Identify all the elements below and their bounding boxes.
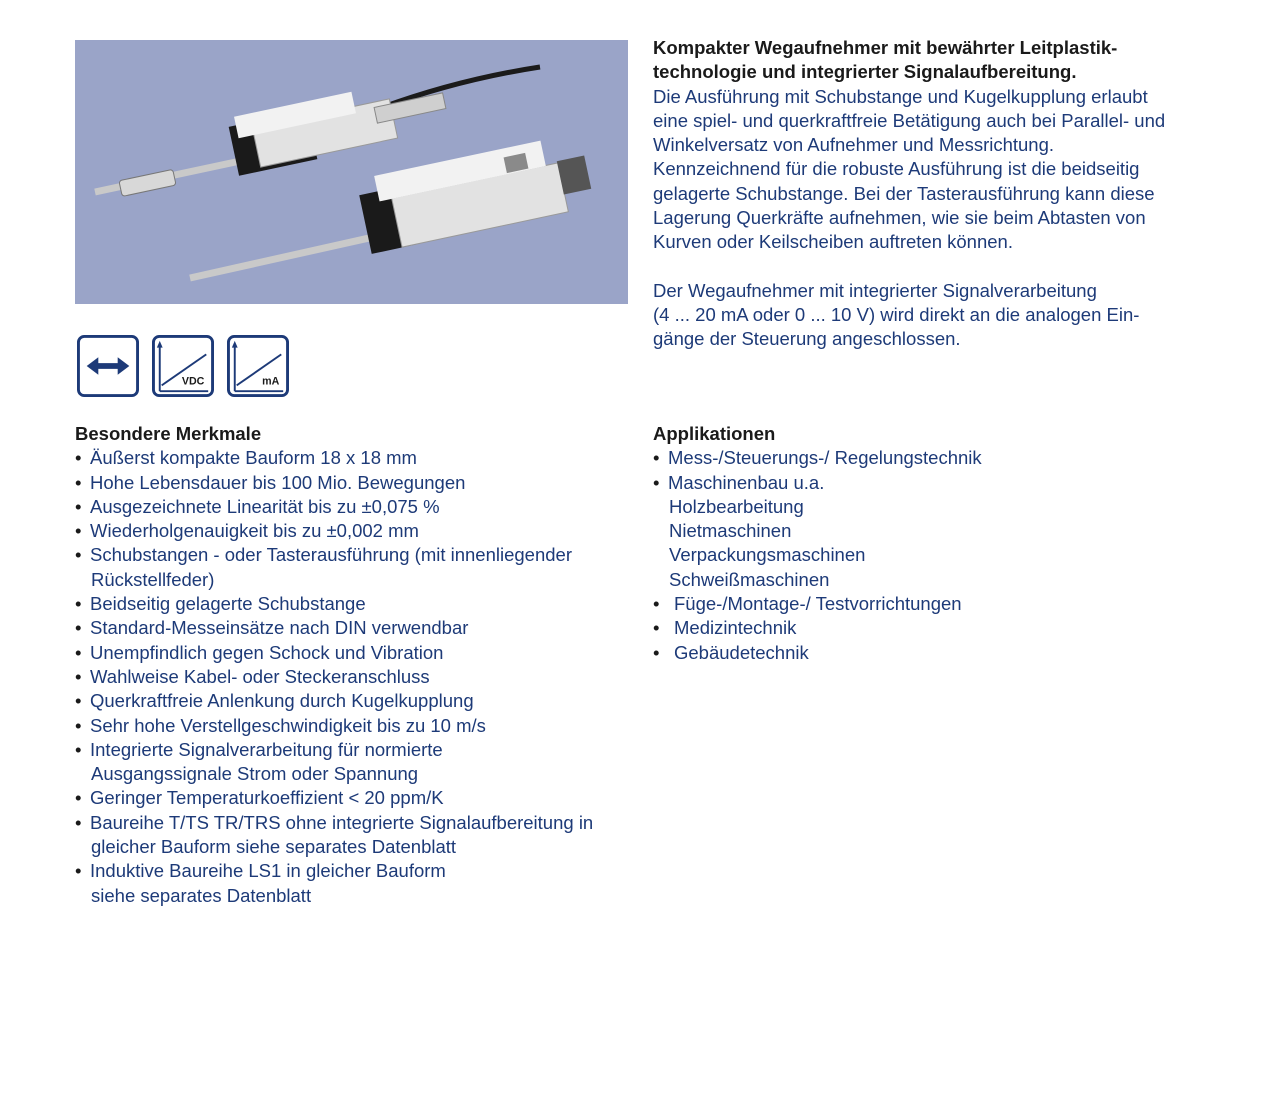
feature-item [75, 446, 635, 470]
bullet-icon: • [75, 593, 82, 615]
features-list [75, 446, 635, 908]
features-title: Besondere Merkmale [75, 423, 262, 444]
bullet-icon: • [75, 641, 82, 663]
voltage-output-icon [152, 335, 214, 397]
application-text: Maschinenbau u.a. [668, 471, 825, 493]
bullet-icon: • [653, 617, 660, 639]
bullet-icon: • [75, 811, 82, 833]
feature-item [75, 738, 635, 787]
applications-list [653, 446, 1213, 665]
vdc-label: VDC [181, 375, 205, 388]
current-output-icon [227, 335, 289, 397]
bullet-icon: • [75, 617, 82, 639]
feature-item [75, 519, 635, 543]
text-line: eine spiel- und querkraftfreie Betätigung auch bei Parallel- und [653, 109, 1166, 131]
application-subtext: Holzbearbeitung [669, 495, 804, 517]
feature-text: Querkraftfreie Anlenkung durch Kugelkupplung [90, 690, 474, 712]
bullet-icon: • [75, 690, 82, 712]
feature-text: Baureihe T/TS TR/TRS ohne integrierte Signalaufbereitung in [90, 811, 594, 833]
feature-text: Induktive Baureihe LS1 in gleicher Bauform [90, 860, 446, 882]
feature-text: Schubstangen - oder Tasterausführung (mit innenliegender [90, 544, 572, 566]
feature-text: siehe separates Datenblatt [91, 884, 312, 906]
bullet-icon: • [75, 787, 82, 809]
bullet-icon: • [75, 665, 82, 687]
feature-item [75, 665, 635, 689]
feature-item [75, 714, 635, 738]
feature-text: Wiederholgenauigkeit bis zu ±0,002 mm [90, 520, 419, 542]
feature-item [75, 592, 635, 616]
feature-text: Standard-Messeinsätze nach DIN verwendbar [90, 617, 469, 639]
bullet-icon: • [75, 520, 82, 542]
feature-text: Hohe Lebensdauer bis 100 Mio. Bewegungen [90, 471, 466, 493]
feature-item [75, 616, 635, 640]
feature-text: Integrierte Signalverarbeitung für normierte [90, 738, 443, 760]
text-line: Kurven oder Keilscheiben auftreten können. [653, 231, 1013, 253]
intro-heading-line: technologie und integrierter Signalaufbereitung. [653, 61, 1077, 83]
bullet-icon: • [653, 593, 660, 615]
text-line: gänge der Steuerung angeschlossen. [653, 328, 961, 350]
feature-item [75, 471, 635, 495]
intro-paragraph [653, 85, 1213, 255]
feature-text: Unempfindlich gegen Schock und Vibration [90, 641, 444, 663]
feature-item [75, 495, 635, 519]
application-item [653, 592, 1213, 616]
application-item [653, 616, 1213, 640]
feature-text: gleicher Bauform siehe separates Datenblatt [91, 836, 457, 858]
applications-title: Applikationen [653, 423, 776, 444]
application-subtext: Verpackungsmaschinen [669, 544, 866, 566]
feature-item [75, 811, 635, 860]
application-subitem [653, 543, 1213, 567]
text-line: Kennzeichnend für die robuste Ausführung ist die beidseitig [653, 158, 1140, 180]
application-subitem [653, 495, 1213, 519]
application-text: Gebäudetechnik [674, 641, 809, 663]
application-text: Medizintechnik [674, 617, 797, 639]
bullet-icon: • [75, 447, 82, 469]
application-subtext: Nietmaschinen [669, 520, 792, 542]
applications-section [653, 422, 1213, 665]
feature-text: Wahlweise Kabel- oder Steckeranschluss [90, 665, 430, 687]
intro-section [653, 36, 1213, 352]
application-subtext: Schweißmaschinen [669, 568, 830, 590]
application-subitem [653, 568, 1213, 592]
text-line: Der Wegaufnehmer mit integrierter Signalverarbeitung [653, 279, 1097, 301]
application-text: Füge-/Montage-/ Testvorrichtungen [674, 593, 962, 615]
signal-paragraph [653, 279, 1213, 352]
text-line: (4 ... 20 mA oder 0 ... 10 V) wird direkt an die analogen Ein- [653, 303, 1140, 325]
feature-text: Sehr hohe Verstellgeschwindigkeit bis zu 10 m/s [90, 714, 486, 736]
text-line: Winkelversatz von Aufnehmer und Messrichtung. [653, 134, 1055, 156]
ma-label: mA [262, 375, 280, 388]
feature-text: Geringer Temperaturkoeffizient < 20 ppm/K [90, 787, 444, 809]
feature-text: Ausgangssignale Strom oder Spannung [91, 763, 419, 785]
application-text: Mess-/Steuerungs-/ Regelungstechnik [668, 447, 982, 469]
bullet-icon: • [75, 495, 82, 517]
text-line: Lagerung Querkräfte aufnehmen, wie sie beim Abtasten von [653, 207, 1146, 229]
text-line: gelagerte Schubstange. Bei der Tasterausführung kann diese [653, 182, 1155, 204]
bullet-icon: • [653, 471, 660, 493]
bullet-icon: • [75, 714, 82, 736]
feature-text: Ausgezeichnete Linearität bis zu ±0,075 % [90, 495, 440, 517]
feature-text: Äußerst kompakte Bauform 18 x 18 mm [90, 447, 417, 469]
feature-icons [77, 335, 289, 397]
feature-text: Beidseitig gelagerte Schubstange [90, 593, 366, 615]
intro-heading [653, 36, 1213, 85]
feature-text: Rückstellfeder) [91, 568, 215, 590]
product-image [75, 40, 628, 304]
sensor-illustration [75, 40, 628, 304]
features-section [75, 422, 635, 908]
feature-item [75, 689, 635, 713]
feature-item [75, 641, 635, 665]
text-line: Die Ausführung mit Schubstange und Kugelkupplung erlaubt [653, 85, 1148, 107]
bullet-icon: • [75, 738, 82, 760]
intro-heading-line: Kompakter Wegaufnehmer mit bewährter Leitplastik- [653, 37, 1118, 58]
double-arrow-icon [77, 335, 139, 397]
application-item [653, 471, 1213, 495]
application-item [653, 641, 1213, 665]
bullet-icon: • [653, 447, 660, 469]
feature-item [75, 543, 635, 592]
bullet-icon: • [75, 544, 82, 566]
bullet-icon: • [75, 471, 82, 493]
application-item [653, 446, 1213, 470]
bullet-icon: • [75, 860, 82, 882]
bullet-icon: • [653, 641, 660, 663]
feature-item [75, 859, 635, 908]
feature-item [75, 786, 635, 810]
application-subitem [653, 519, 1213, 543]
